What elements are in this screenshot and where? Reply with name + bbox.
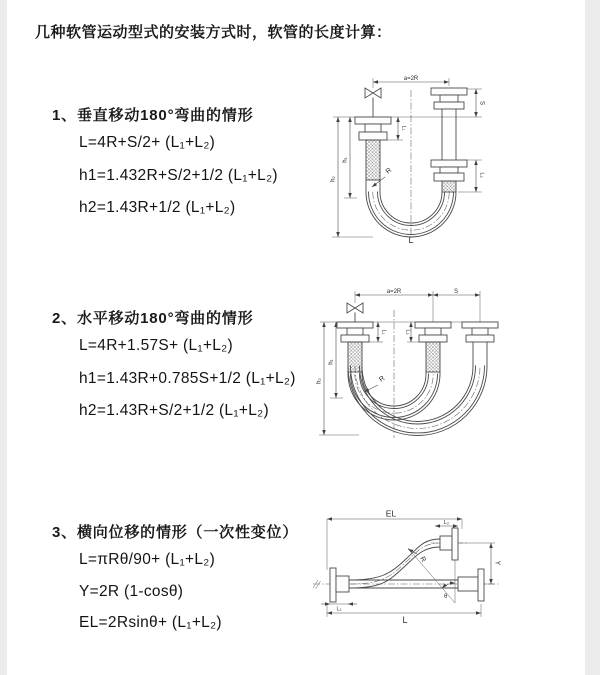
- dim-label-h1: h₁: [328, 359, 335, 365]
- section-1-formula-h2: h2=1.43R+1/2 (L₁+L₂): [79, 199, 236, 216]
- hose-u-bend: [366, 192, 456, 237]
- dim-label-l: L: [402, 615, 408, 625]
- dim-label-l1: L₁: [380, 329, 387, 335]
- middle-flange: [415, 322, 451, 342]
- right-flange: [458, 569, 484, 601]
- pipe-break-mark: [313, 580, 321, 589]
- radius-label: R: [418, 555, 427, 564]
- dim-label-l1: L₁: [336, 606, 342, 613]
- dim-label-s: S: [453, 289, 459, 295]
- section-2-formula-h2: h2=1.43R+S/2+1/2 (L₁+L₂): [79, 402, 269, 419]
- left-flange: [355, 117, 391, 140]
- dim-label-l2: L₂: [478, 172, 485, 178]
- dimension-lines: [321, 509, 501, 626]
- valve-icon: [365, 88, 381, 117]
- radius-label: R: [384, 166, 394, 176]
- section-1-heading: 1、垂直移动180°弯曲的情形: [52, 107, 254, 124]
- dim-label-el: EL: [385, 508, 397, 519]
- section-3-heading: 3、横向位移的情形（一次性变位）: [52, 524, 299, 541]
- radius-label: R: [378, 375, 387, 384]
- section-1-formula-h1: h1=1.432R+S/2+1/2 (L₁+L₂): [79, 167, 278, 184]
- dim-label-a-2r: a=2R: [386, 289, 402, 295]
- angle-label: θ: [444, 594, 448, 600]
- left-flange: [330, 568, 349, 602]
- section-1-formula-length: L=4R+S/2+ (L₁+L₂): [79, 134, 216, 151]
- dim-label-l1: L₁: [400, 125, 407, 131]
- top-flange-displaced: [440, 528, 458, 560]
- section-3-formula-el: EL=2Rsinθ+ (L₁+L₂): [79, 614, 222, 631]
- left-flange: [337, 322, 373, 342]
- valve-icon: [347, 303, 363, 322]
- diagram-vertical-180-bend: [318, 74, 496, 246]
- dim-label-h2: h₂: [316, 378, 323, 384]
- dim-label-a-2r: a=2R: [403, 76, 419, 82]
- right-flange: [462, 322, 498, 342]
- diagram-lateral-displacement: [313, 508, 503, 628]
- braided-hose-section-left: [366, 140, 380, 180]
- right-flange-upper: [431, 88, 467, 109]
- hose-s-curve: [349, 539, 440, 588]
- braided-hose-section-middle: [426, 342, 440, 372]
- hose-u-bend-displaced: [348, 366, 487, 436]
- dim-label-l2: L₂: [443, 520, 449, 526]
- section-2-formula-h1: h1=1.43R+0.785S+1/2 (L₁+L₂): [79, 370, 296, 387]
- scan-margin-right: [585, 0, 600, 675]
- page-title: 几种软管运动型式的安装方式时，软管的长度计算：: [35, 24, 392, 41]
- dim-label-h1: h₁: [342, 157, 349, 163]
- section-3-formula-y: Y=2R (1-cosθ): [79, 583, 184, 600]
- length-label: L: [408, 235, 414, 245]
- section-2-formula-length: L=4R+1.57S+ (L₁+L₂): [79, 337, 233, 354]
- diagram-horizontal-180-bend: [314, 286, 500, 444]
- dim-label-s: S: [478, 100, 485, 106]
- dim-label-h2: h₂: [330, 176, 337, 182]
- section-3-formula-length: L=πRθ/90+ (L₁+L₂): [79, 551, 216, 568]
- braided-hose-section-right: [442, 181, 456, 192]
- dim-label-l2: L₂: [404, 329, 411, 335]
- dim-label-y: Y: [493, 560, 501, 566]
- dimension-lines: [317, 289, 499, 435]
- right-flange-lower: [431, 160, 467, 181]
- section-2-heading: 2、水平移动180°弯曲的情形: [52, 310, 254, 327]
- angle-construction-lines: [408, 548, 455, 603]
- scan-margin-left: [0, 0, 7, 675]
